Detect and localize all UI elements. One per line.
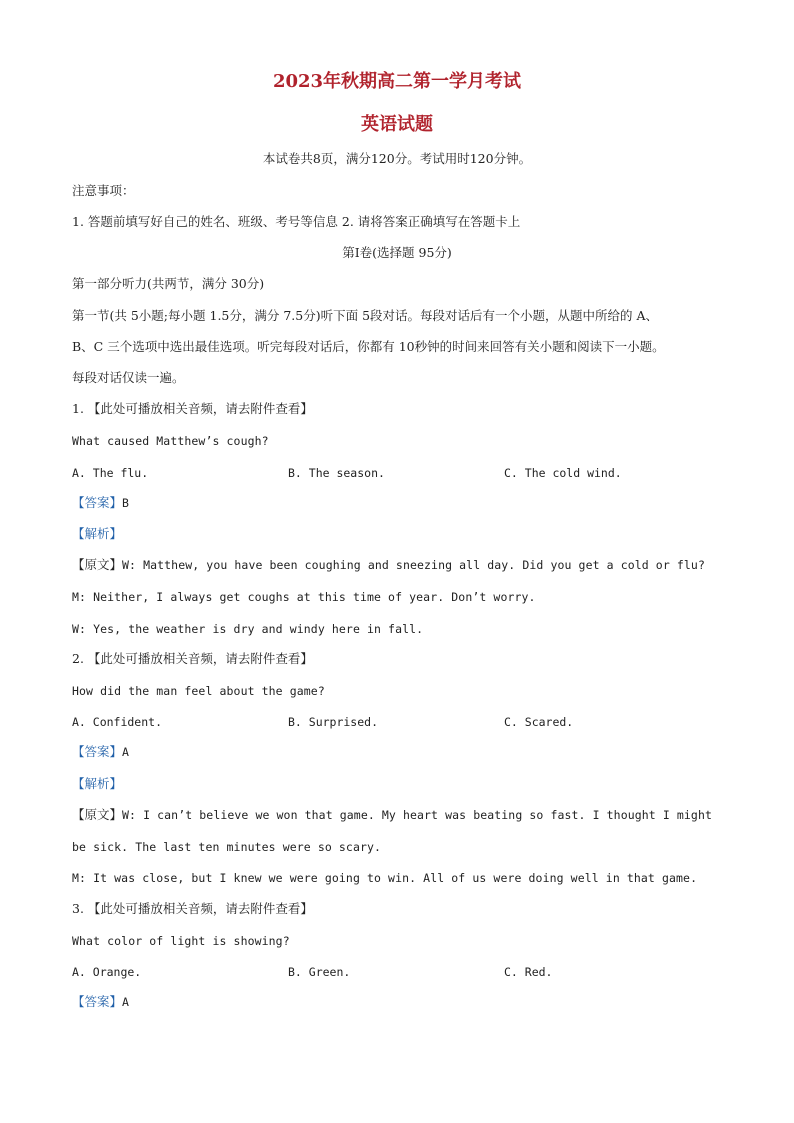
question-2-text: How did the man feel about the game? [72, 684, 325, 698]
question-2-answer [72, 743, 734, 761]
original-label: 【原文】 [72, 807, 123, 822]
answer-label: 【答案】 [72, 744, 123, 759]
volume-heading: 第Ⅰ卷(选择题 95分) [342, 245, 452, 260]
question-1-answer [72, 494, 734, 512]
question-1-original: W: Yes, the weather is dry and windy here in fall. [72, 622, 424, 636]
exam-info: 本试卷共8页，满分120分。考试用时120分钟。 [262, 151, 532, 166]
question-2-original [72, 806, 734, 824]
answer-label: 【答案】 [72, 495, 123, 510]
question-2-option-b: B. Surprised. [288, 715, 379, 729]
question-1-analysis [72, 525, 734, 543]
question-2-analysis [72, 775, 734, 793]
question-3-text: What color of light is showing? [72, 934, 290, 948]
question-1-original: M: Neither, I always get coughs at this time of year. Don’t worry. [72, 590, 536, 604]
original-label: 【原文】 [72, 557, 123, 572]
analysis-label: 【解析】 [72, 526, 123, 541]
question-3-option-c: C. Red. [504, 965, 553, 979]
analysis-label: 【解析】 [72, 776, 123, 791]
question-1-audio-note: 1. 【此处可播放相关音频，请去附件查看】 [72, 401, 313, 416]
question-2-original: M: It was close, but I knew we were going to win. All of us were doing well in that game. [72, 871, 698, 885]
exam-subject: 英语试题 [361, 114, 433, 135]
section-instructions: 第一节(共 5小题;每小题 1.5分，满分 7.5分)听下面 5段对话。每段对话后有一个小题，从题中所给的 A、 [72, 308, 659, 323]
question-1-text: What caused Matthew’s cough? [72, 434, 269, 448]
question-1-original [72, 556, 734, 574]
answer-value: B [122, 496, 130, 510]
question-2-original: be sick. The last ten minutes were so scary. [72, 840, 382, 854]
section-instructions: 每段对话仅读一遍。 [72, 370, 185, 385]
question-3-answer [72, 993, 734, 1011]
answer-label: 【答案】 [72, 994, 123, 1009]
question-3-audio-note: 3. 【此处可播放相关音频，请去附件查看】 [72, 901, 313, 916]
part-heading: 第一部分听力(共两节，满分 30分) [72, 276, 265, 291]
question-1-option-b: B. The season. [288, 466, 385, 480]
question-2-option-c: C. Scared. [504, 715, 574, 729]
question-3-option-a: A. Orange. [72, 965, 142, 979]
question-1-option-a: A. The flu. [72, 466, 149, 480]
question-3-option-b: B. Green. [288, 965, 351, 979]
notice-label: 注意事项： [72, 183, 135, 198]
section-instructions: B、C 三个选项中选出最佳选项。听完每段对话后，你都有 10秒钟的时间来回答有关小题和阅读下一小题。 [72, 339, 665, 354]
notice-item-1: 1. 答题前填写好自己的姓名、班级、考号等信息 2. 请将答案正确填写在答题卡上 [72, 214, 521, 229]
original-text: W: Matthew, you have been coughing and sneezing all day. Did you get a cold or flu? [122, 558, 705, 572]
answer-value: A [122, 745, 130, 759]
exam-title: 2023年秋期高二第一学月考试 [272, 71, 522, 92]
question-1-option-c: C. The cold wind. [504, 466, 622, 480]
original-text: W: I can’t believe we won that game. My heart was beating so fast. I thought I might [122, 808, 712, 822]
answer-value: A [122, 995, 130, 1009]
question-2-option-a: A. Confident. [72, 715, 163, 729]
question-2-audio-note: 2. 【此处可播放相关音频，请去附件查看】 [72, 651, 313, 666]
